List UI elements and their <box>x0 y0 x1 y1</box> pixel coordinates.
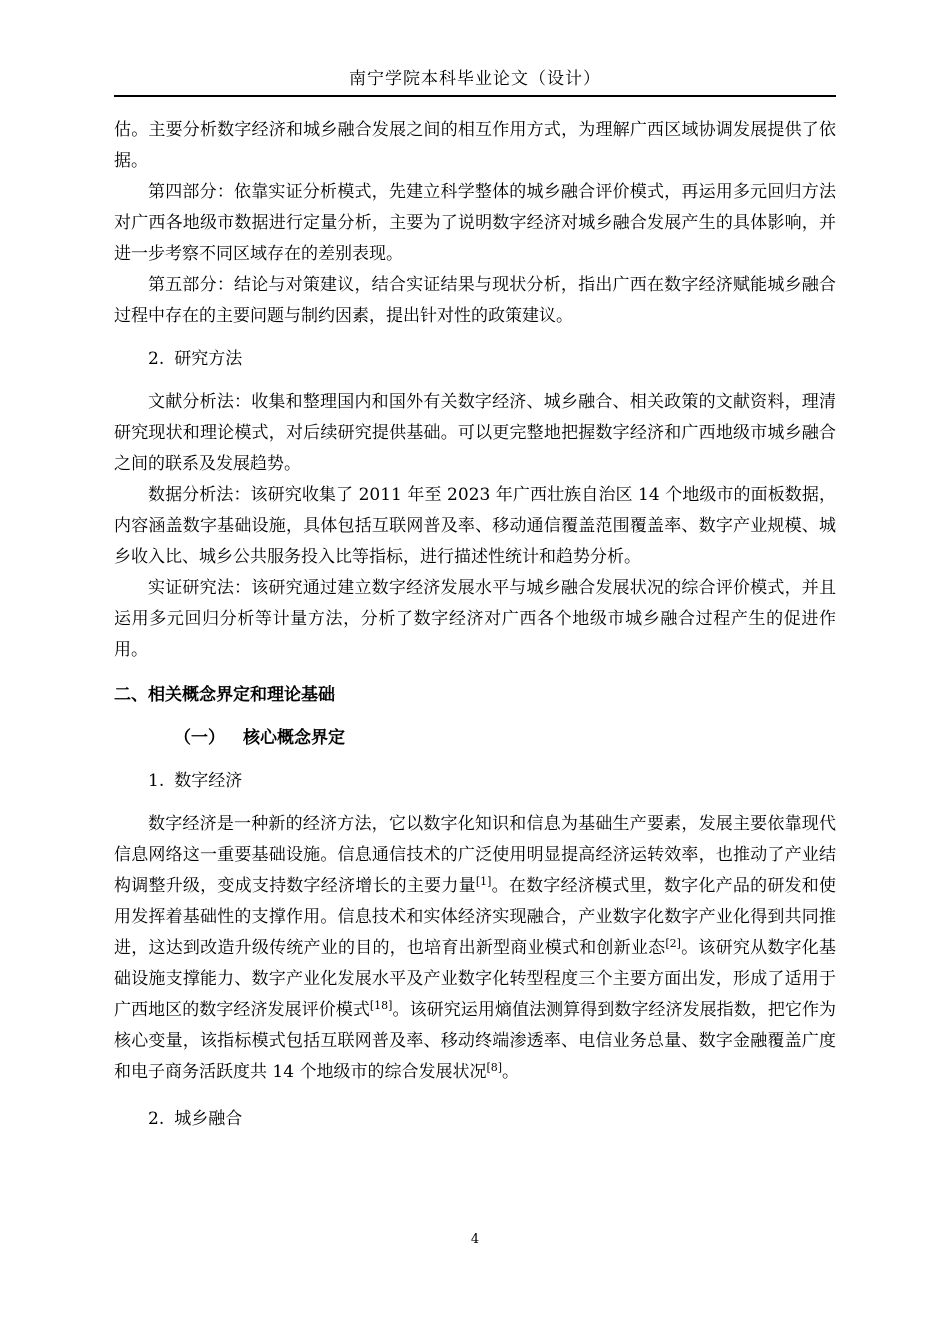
citation: [8] <box>486 1061 503 1074</box>
text-run: 数字经济是一种新的经济方法，它以数字化知识和信息为基础生产要素，发展主要依靠现代信息网络这一重要基础设施。信息通信技术的广泛使用明显提高经济运转效率，也推动了产业结构调整升级，变成支持数字经济增长的主要力量 <box>114 814 836 896</box>
page-body <box>114 115 836 1147</box>
item-research-methods <box>114 344 836 375</box>
subsection-title: 核心概念界定 <box>243 728 345 748</box>
item-label: 数字经济 <box>174 771 243 791</box>
paragraph-part-four: 第四部分：依靠实证分析模式，先建立科学整体的城乡融合评价模式，再运用多元回归方法对广西各地级市数据进行定量分析，主要为了说明数字经济对城乡融合发展产生的具体影响，并进一步考察不同区域存在的差别表现。 <box>114 182 836 264</box>
paragraph-literature-analysis: 文献分析法：收集和整理国内和国外有关数字经济、城乡融合、相关政策的文献资料，理清研究现状和理论模式，对后续研究提供基础。可以更完整地把握数字经济和广西地级市城乡融合之间的联系及发展趋势。 <box>114 392 836 474</box>
text-run: 。在数字经济模式里，数字化产品的研发和使用发挥着基础性的支撑作用。信息技术和实体经济实现融合，产业数字化数字产业化得到共同推进，这达到改造升级传统产业的目的，也培育出新型商业模式和创新业态 <box>114 876 837 958</box>
text-run: 。 <box>502 1062 520 1082</box>
page-header-title: 南宁学院本科毕业论文（设计） <box>349 69 601 89</box>
paragraph-part-five: 第五部分：结论与对策建议，结合实证结果与现状分析，指出广西在数字经济赋能城乡融合过程中存在的主要问题与制约因素，提出针对性的政策建议。 <box>114 275 836 326</box>
paragraph-data-analysis: 数据分析法：该研究收集了 2011 年至 2023 年广西壮族自治区 14 个地级市的面板数据，内容涵盖数字基础设施，具体包括互联网普及率、移动通信覆盖范围覆盖率、数字产业规模、城乡收入比、城乡公共服务投入比等指标，进行描述性统计和趋势分析。 <box>114 485 836 567</box>
page-number: 4 <box>470 1232 480 1247</box>
subsection-heading <box>114 723 836 754</box>
item-label: 城乡融合 <box>174 1109 243 1129</box>
citation: [2] <box>665 937 681 950</box>
text-run: 。该研究运用熵值法测算得到数字经济发展指数，把它作为核心变量，该指标模式包括互联网普及率、移动终端渗透率、电信业务总量、数字金融覆盖广度和电子商务活跃度共 14 个地级市的综合发展状况 <box>114 1000 837 1082</box>
item-number: 1. <box>148 771 165 791</box>
item-number: 2. <box>148 349 165 369</box>
section-heading: 二、相关概念界定和理论基础 <box>114 685 335 705</box>
subsection-number: （一） <box>174 728 225 748</box>
paragraph-digital-economy <box>114 809 836 1088</box>
item-digital-economy <box>114 766 836 797</box>
citation: [18] <box>369 999 393 1012</box>
text-run: 。该研究从数字化基础设施支撑能力、数字产业化发展水平及产业数字化转型程度三个主要方面出发，形成了适用于广西地区的数字经济发展评价模式 <box>114 938 837 1020</box>
item-label: 研究方法 <box>174 349 243 369</box>
paragraph-empirical-research: 实证研究法：该研究通过建立数字经济发展水平与城乡融合发展状况的综合评价模式，并且运用多元回归分析等计量方法，分析了数字经济对广西各个地级市城乡融合过程产生的促进作用。 <box>114 578 836 660</box>
item-urban-rural-integration <box>114 1104 836 1135</box>
item-number: 2. <box>148 1109 165 1129</box>
paragraph-continued: 估。主要分析数字经济和城乡融合发展之间的相互作用方式，为理解广西区域协调发展提供了依据。 <box>114 120 836 171</box>
citation: [1] <box>475 875 492 888</box>
header-rule <box>114 95 836 97</box>
